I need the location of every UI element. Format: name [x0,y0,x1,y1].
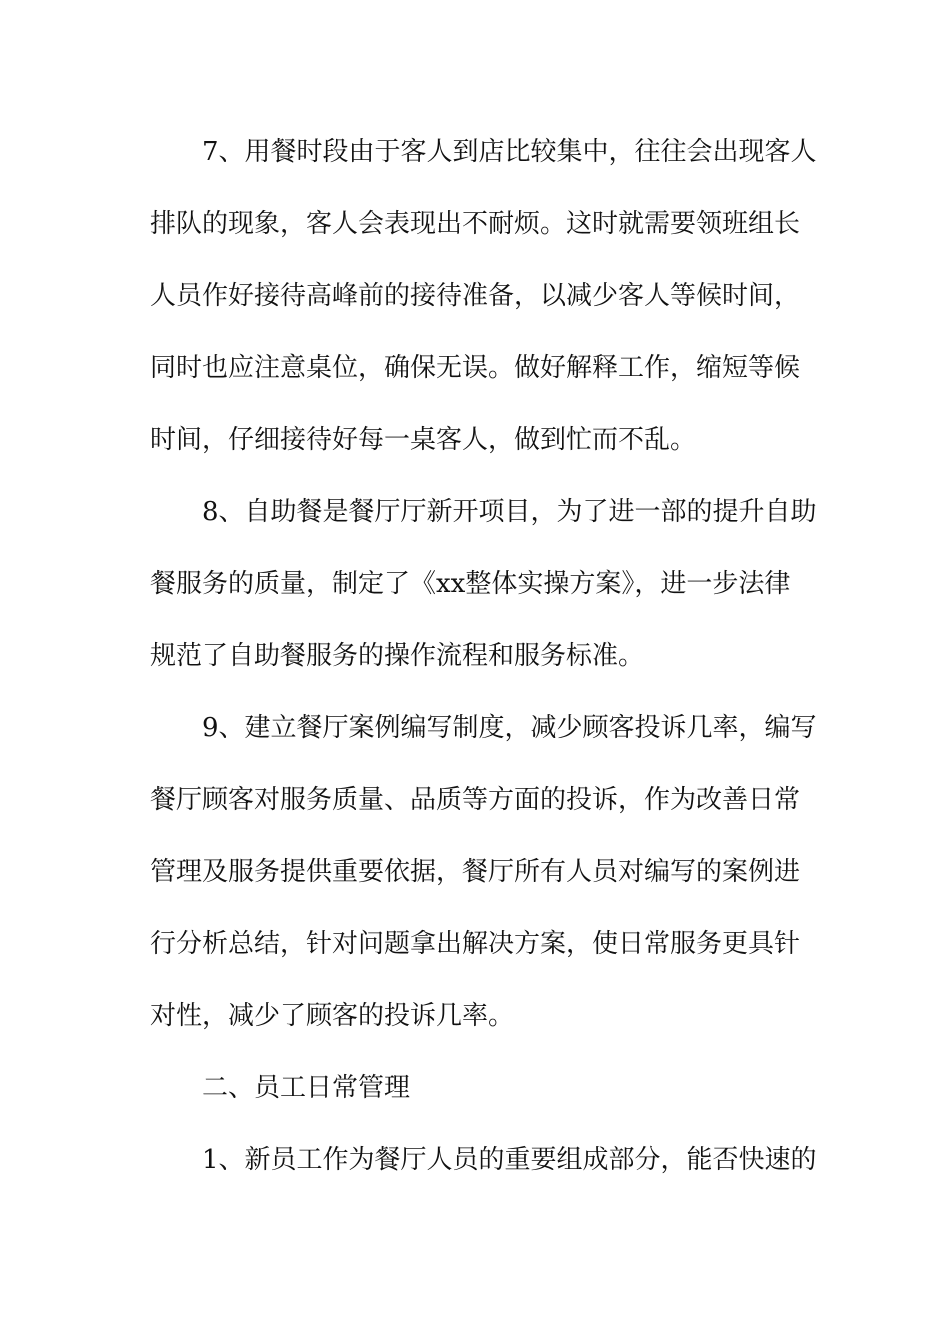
paragraph-7-line-2: 排队的现象，客人会表现出不耐烦。这时就需要领班组长 [150,209,801,239]
paragraph-9-line-2: 餐厅顾客对服务质量、品质等方面的投诉，作为改善日常 [150,785,801,815]
paragraph-7-line-1: 7、用餐时段由于客人到店比较集中，往往会出现客人 [202,137,817,167]
paragraph-7-line-5: 时间，仔细接待好每一桌客人，做到忙而不乱。 [150,425,697,455]
paragraph-9-line-4: 行分析总结，针对问题拿出解决方案，使日常服务更具针 [150,929,801,959]
paragraph-7-line-4: 同时也应注意桌位，确保无误。做好解释工作，缩短等候 [150,353,801,383]
paragraph-8-line-1: 8、自助餐是餐厅厅新开项目，为了进一部的提升自助 [202,497,817,527]
paragraph-9-line-1: 9、建立餐厅案例编写制度，减少顾客投诉几率，编写 [202,713,817,743]
paragraph-8-line-2: 餐服务的质量，制定了《xx整体实操方案》，进一步法律 [150,569,791,599]
section-heading: 二、员工日常管理 [202,1073,411,1103]
paragraph-8-line-3: 规范了自助餐服务的操作流程和服务标准。 [150,641,645,671]
paragraph-9-line-5: 对性，减少了顾客的投诉几率。 [150,1001,515,1031]
paragraph-7-line-3: 人员作好接待高峰前的接待准备，以减少客人等候时间， [150,281,801,311]
paragraph-9-line-3: 管理及服务提供重要依据，餐厅所有人员对编写的案例进 [150,857,801,887]
paragraph-1-line-1: 1、新员工作为餐厅人员的重要组成部分，能否快速的 [202,1145,817,1175]
